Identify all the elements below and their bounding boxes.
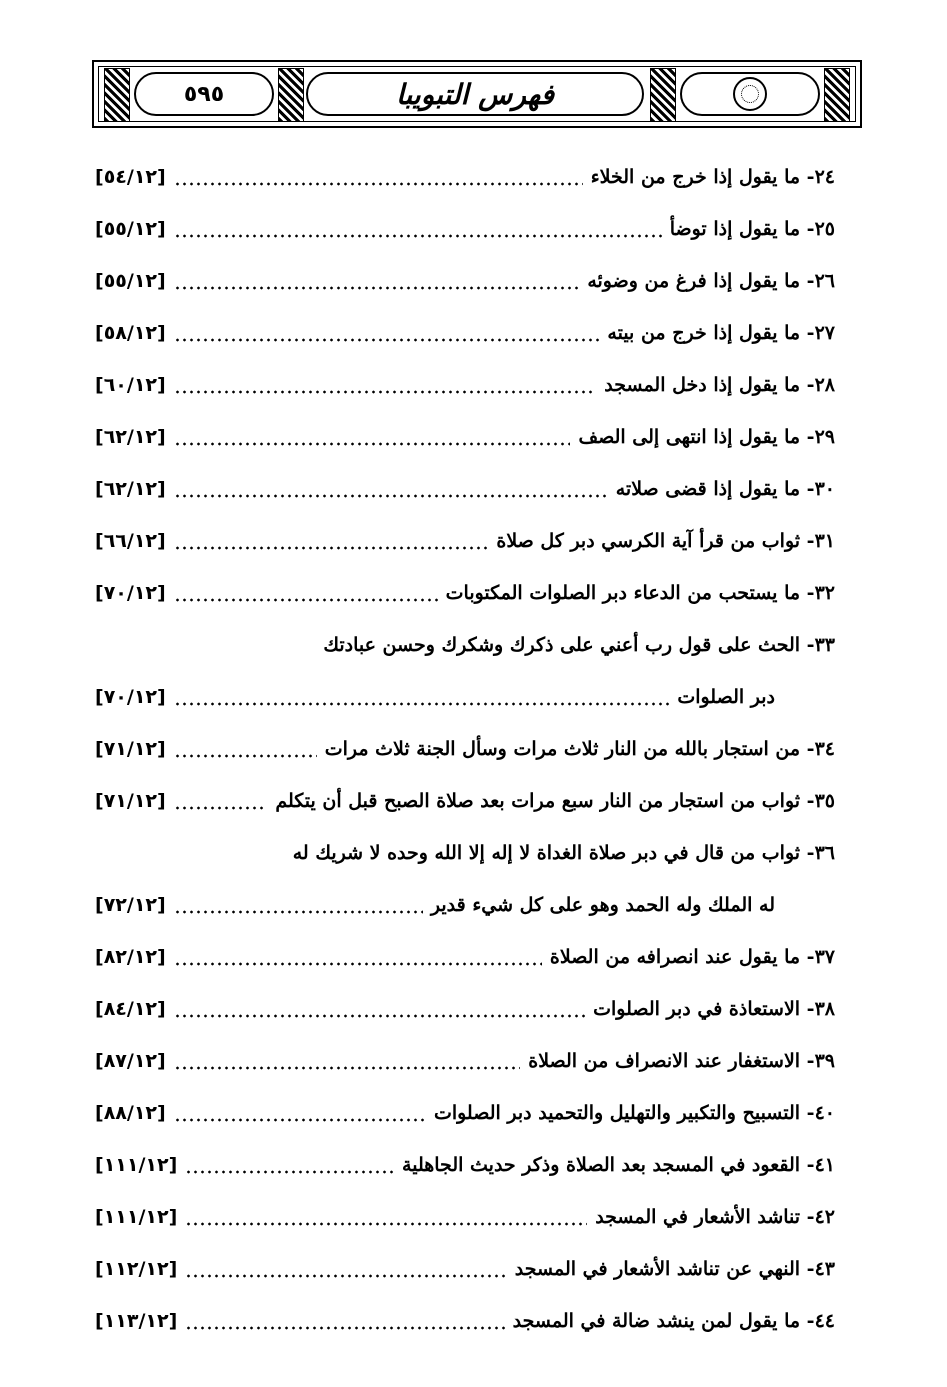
entry-text [550,946,835,968]
entry-title: ما يقول عند انصرافه من الصلاة [549,946,801,968]
entry-title: القعود في المسجد بعد الصلاة وذكر حديث الجاهلية [402,1154,801,1176]
entry-text [595,1206,835,1228]
entry-dash: - [800,946,815,968]
toc-entry [95,1304,835,1356]
entry-reference: [٨٨/١٢] [95,1102,166,1124]
entry-line [95,270,835,292]
ornament-icon [278,68,304,122]
entry-title: ثواب من قال في دبر صلاة الغداة لا إله إلا الله وحده لا شريك له [292,842,801,864]
entry-line [95,738,835,760]
entry-reference: [٥٨/١٢] [95,322,166,344]
toc-entry [95,732,835,784]
dot-leader [174,806,268,810]
entry-reference: [٧٠/١٢] [95,686,166,708]
entry-reference: [١١١/١٢] [95,1154,178,1176]
table-of-contents [95,160,835,1356]
entry-dash: - [800,1258,815,1280]
entry-title: الاستعاذة في دبر الصلوات [593,998,801,1020]
toc-entry [95,628,835,732]
entry-reference: [٨٢/١٢] [95,946,166,968]
entry-text [434,1102,835,1124]
toc-entry [95,316,835,368]
entry-line [95,530,835,552]
dot-leader [174,1118,426,1122]
toc-entry [95,420,835,472]
entry-number: ٢٤ [814,166,835,188]
entry-line [95,1102,835,1124]
entry-text [515,1258,835,1280]
entry-reference: [١١١/١٢] [95,1206,178,1228]
entry-number: ٢٧ [814,322,835,344]
dot-leader [174,338,600,342]
entry-title: الاستغفار عند الانصراف من الصلاة [528,1050,801,1072]
dot-leader [174,286,580,290]
entry-line [95,582,835,604]
dot-leader [174,182,583,186]
entry-line [95,998,835,1020]
entry-reference: [٦٦/١٢] [95,530,166,552]
entry-number: ٤٠ [814,1102,835,1124]
entry-text [593,998,835,1020]
entry-line [95,946,835,968]
toc-entry [95,1096,835,1148]
entry-reference: [٧١/١٢] [95,790,166,812]
entry-text [604,374,835,396]
entry-continuation: دبر الصلوات [677,686,775,708]
entry-reference: [٨٤/١٢] [95,998,166,1020]
dot-leader [174,1014,585,1018]
entry-text [578,426,835,448]
dot-leader [185,1222,587,1226]
entry-dash: - [800,1050,815,1072]
entry-text [513,1310,835,1332]
entry-title: ما يقول إذا خرج من الخلاء [590,166,801,188]
toc-entry [95,212,835,264]
toc-entry [95,264,835,316]
entry-reference: [٥٤/١٢] [95,166,166,188]
page-title: فهرس التبويبا [395,78,555,111]
dot-leader [174,546,489,550]
dot-leader [174,234,662,238]
toc-entry [95,472,835,524]
entry-dash: - [800,1154,815,1176]
entry-text [587,270,835,292]
entry-dash: - [800,738,815,760]
entry-reference: [٥٥/١٢] [95,218,166,240]
page-header [92,60,862,128]
entry-line [95,166,835,188]
entry-reference: [١١٣/١٢] [95,1310,178,1332]
dot-leader [185,1170,394,1174]
entry-dash: - [800,998,815,1020]
toc-entry [95,524,835,576]
dot-leader [174,754,317,758]
entry-number: ٣٣ [814,634,835,656]
entry-dash: - [800,530,815,552]
entry-text [275,790,835,812]
entry-dash: - [800,1310,815,1332]
entry-number: ٤٢ [814,1206,835,1228]
entry-title: ما يقول إذا دخل المسجد [604,374,801,396]
dot-leader [174,702,670,706]
dot-leader [174,598,438,602]
entry-dash: - [800,166,815,188]
entry-dash: - [800,582,815,604]
title-cartouche [306,72,644,116]
entry-title: الحث على قول رب أعني على ذكرك وشكرك وحسن عبادتك [323,634,801,656]
dot-leader [174,442,571,446]
entry-dash: - [800,842,815,864]
page-number-cartouche [134,72,274,116]
entry-dash: - [800,1102,815,1124]
toc-entry [95,368,835,420]
ornament-icon [104,68,130,122]
dot-leader [174,1066,521,1070]
entry-continuation: له الملك وله الحمد وهو على كل شيء قدير [430,894,775,916]
toc-entry [95,576,835,628]
entry-number: ٣٢ [814,582,835,604]
entry-title: من استجار بالله من النار ثلاث مرات وسأل الجنة ثلاث مرات [324,738,801,760]
dot-leader [174,390,597,394]
entry-number: ٣٥ [814,790,835,812]
ornament-icon [824,68,850,122]
entry-number: ٢٩ [814,426,835,448]
entry-text [616,478,835,500]
dot-leader [185,1326,504,1330]
entry-dash: - [800,426,815,448]
dot-leader [174,962,542,966]
entry-first-line [323,634,835,656]
toc-entry [95,992,835,1044]
emblem-cartouche [680,72,820,116]
entry-line [95,426,835,448]
entry-text [670,218,835,240]
entry-reference: [٧١/١٢] [95,738,166,760]
entry-dash: - [800,1206,815,1228]
entry-title: ما يقول إذا انتهى إلى الصف [578,426,801,448]
toc-entry [95,1148,835,1200]
entry-number: ٣٧ [814,946,835,968]
entry-reference: [٥٥/١٢] [95,270,166,292]
entry-title: النهي عن تناشد الأشعار في المسجد [514,1258,801,1280]
entry-text [446,582,835,604]
entry-title: ثواب من استجار من النار سبع مرات بعد صلاة الصبح قبل أن يتكلم [275,790,801,812]
entry-text [528,1050,835,1072]
entry-dash: - [800,374,815,396]
entry-title: ما يقول إذا توضأ [669,218,801,240]
entry-number: ٢٨ [814,374,835,396]
entry-title: ما يقول لمن ينشد ضالة في المسجد [512,1310,801,1332]
toc-entry [95,1252,835,1304]
entry-number: ٣٠ [814,478,835,500]
entry-first-line [293,842,835,864]
entry-title: ما يقول إذا خرج من بيته [607,322,801,344]
toc-entry [95,836,835,940]
entry-dash: - [800,218,815,240]
entry-line [95,790,835,812]
entry-dash: - [800,478,815,500]
toc-entry [95,1044,835,1096]
entry-reference: [٧٠/١٢] [95,582,166,604]
entry-line [95,1206,835,1228]
entry-title: ما يستحب من الدعاء دبر الصلوات المكتوبات [445,582,801,604]
entry-number: ٣٤ [814,738,835,760]
entry-title: ما يقول إذا فرغ من وضوئه [587,270,801,292]
entry-number: ٣١ [814,530,835,552]
entry-reference: [٧٢/١٢] [95,894,166,916]
entry-line [95,1310,835,1332]
entry-number: ٣٦ [814,842,835,864]
entry-number: ٢٦ [814,270,835,292]
entry-line [95,374,835,396]
entry-line [95,1050,835,1072]
toc-entry [95,1200,835,1252]
entry-title: التسبيح والتكبير والتهليل والتحميد دبر الصلوات [433,1102,801,1124]
entry-line [95,1154,835,1176]
entry-dash: - [800,270,815,292]
toc-entry [95,940,835,992]
entry-line [95,478,835,500]
entry-text [325,738,835,760]
entry-continuation-line [95,686,775,708]
page-number: ٥٩٥ [183,82,225,107]
entry-dash: - [800,634,815,656]
toc-entry [95,160,835,212]
toc-entry [95,784,835,836]
entry-dash: - [800,790,815,812]
entry-number: ٤٣ [814,1258,835,1280]
entry-number: ٤٤ [814,1310,835,1332]
entry-reference: [٨٧/١٢] [95,1050,166,1072]
ornament-icon [650,68,676,122]
entry-reference: [١١٢/١٢] [95,1258,178,1280]
entry-number: ٣٩ [814,1050,835,1072]
entry-continuation-line [95,894,775,916]
entry-line [95,322,835,344]
entry-title: ثواب من قرأ آية الكرسي دبر كل صلاة [496,530,801,552]
entry-reference: [٦٢/١٢] [95,478,166,500]
entry-number: ٤١ [814,1154,835,1176]
entry-text [591,166,835,188]
entry-line [95,1258,835,1280]
emblem-icon [733,77,767,111]
entry-dash: - [800,322,815,344]
entry-title: ما يقول إذا قضى صلاته [615,478,801,500]
entry-reference: [٦٢/١٢] [95,426,166,448]
dot-leader [174,910,423,914]
entry-number: ٣٨ [814,998,835,1020]
entry-text [496,530,835,552]
entry-title: تناشد الأشعار في المسجد [595,1206,801,1228]
entry-line [95,218,835,240]
dot-leader [174,494,608,498]
entry-text [402,1154,835,1176]
dot-leader [185,1274,506,1278]
entry-text [607,322,835,344]
entry-number: ٢٥ [814,218,835,240]
entry-reference: [٦٠/١٢] [95,374,166,396]
